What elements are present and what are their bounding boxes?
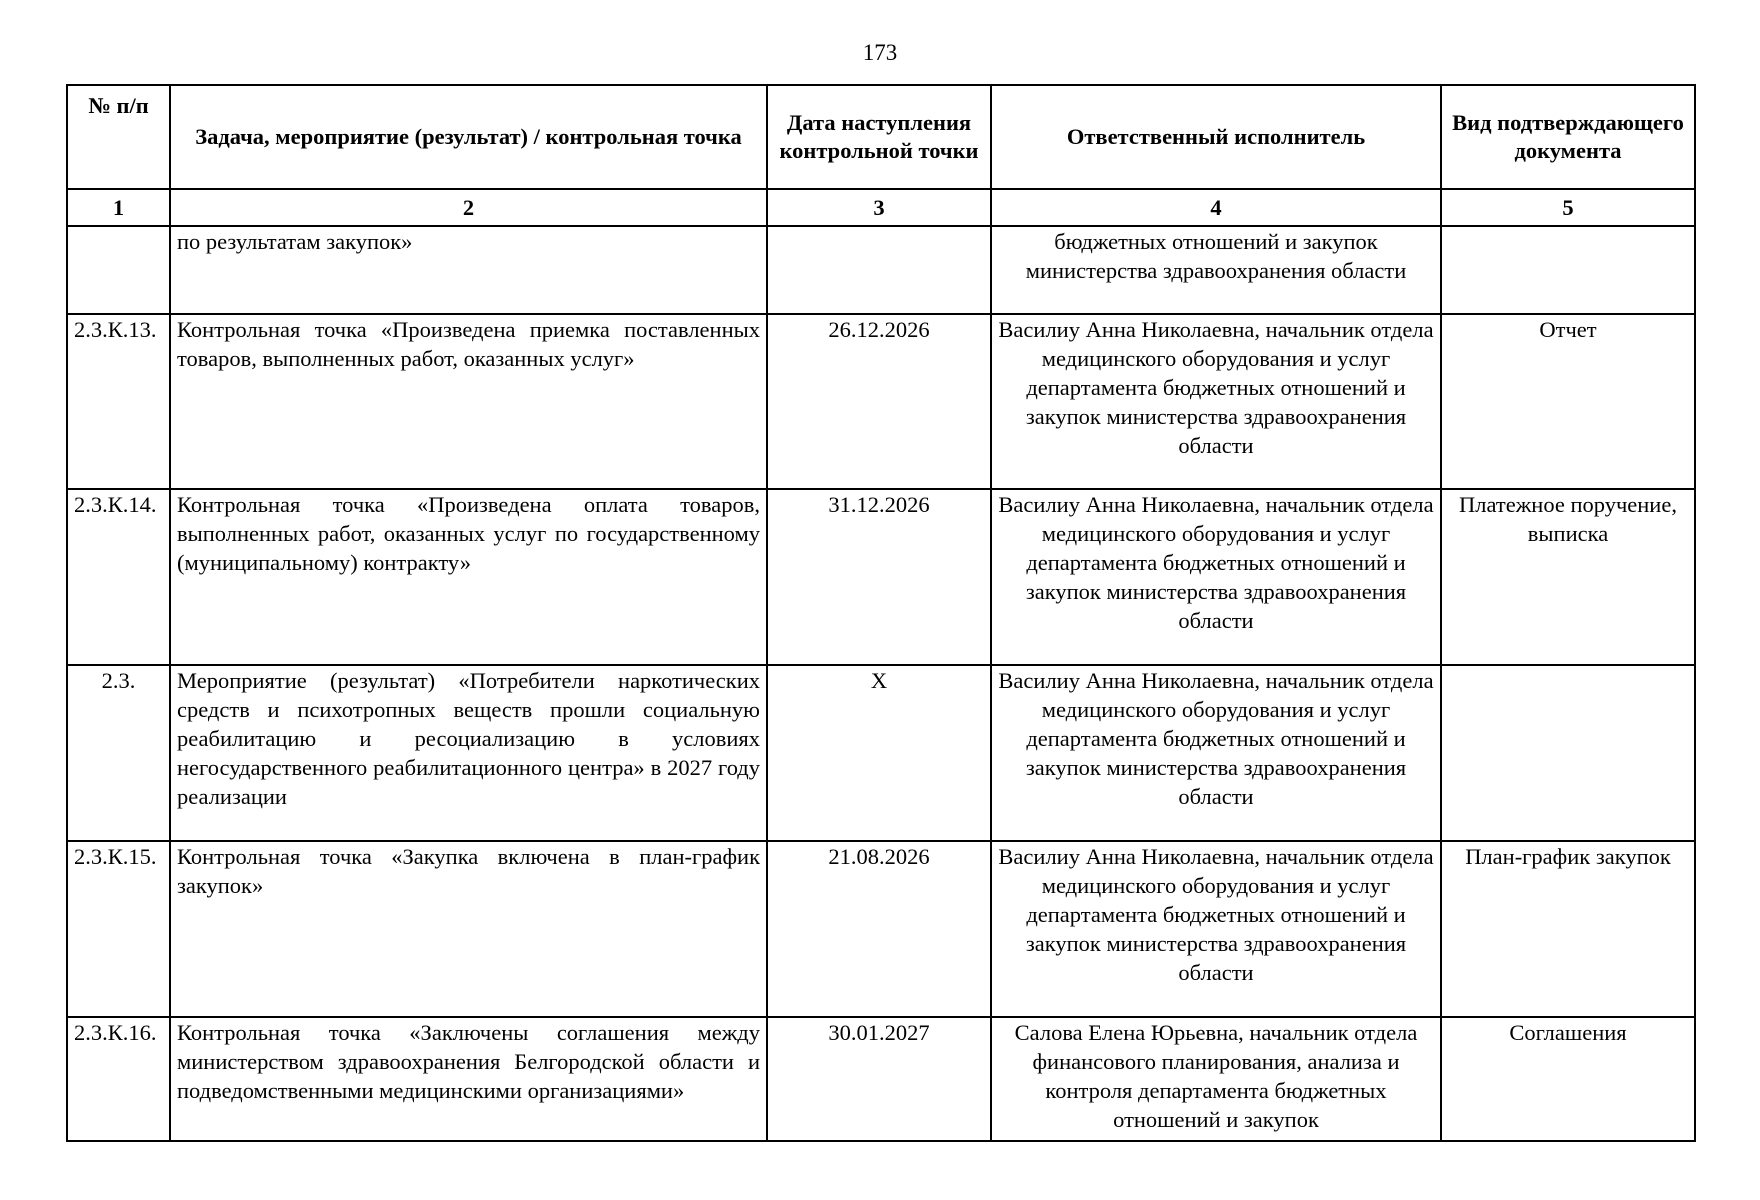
row-document: Соглашения [1441, 1017, 1695, 1141]
header-document: Вид подтверждающего документа [1441, 85, 1695, 189]
row-responsible: Василиу Анна Николаевна, начальник отдела медицинского оборудования и услуг департамента бюджетных отношений и закупок министерства здравоохранения области [991, 314, 1441, 489]
row-document: Платежное поручение, выписка [1441, 489, 1695, 665]
row-date [767, 226, 991, 314]
table-row [67, 489, 1695, 665]
header-date: Дата наступления контрольной точки [767, 85, 991, 189]
row-task: по результатам закупок» [170, 226, 767, 314]
column-number: 5 [1441, 189, 1695, 226]
row-task: Контрольная точка «Заключены соглашения между министерством здравоохранения Белгородской области и подведомственными медицинскими организациями» [170, 1017, 767, 1141]
row-number: 2.3.К.13. [67, 314, 170, 489]
row-responsible: Салова Елена Юрьевна, начальник отдела финансового планирования, анализа и контроля департамента бюджетных отношений и закупок [991, 1017, 1441, 1141]
row-date: 31.12.2026 [767, 489, 991, 665]
row-number [67, 226, 170, 314]
column-number: 3 [767, 189, 991, 226]
row-date: 30.01.2027 [767, 1017, 991, 1141]
row-number: 2.3. [67, 665, 170, 841]
table-row [67, 314, 1695, 489]
row-responsible: бюджетных отношений и закупок министерства здравоохранения области [991, 226, 1441, 314]
table-header-row [67, 85, 1695, 189]
row-document [1441, 665, 1695, 841]
table-row [67, 665, 1695, 841]
page-number: 173 [862, 40, 898, 65]
header-task: Задача, мероприятие (результат) / контрольная точка [170, 85, 767, 189]
table-row [67, 841, 1695, 1017]
column-number-row [67, 189, 1695, 226]
row-document: Отчет [1441, 314, 1695, 489]
header-number: № п/п [67, 85, 170, 189]
row-document [1441, 226, 1695, 314]
control-points-table [66, 84, 1696, 1142]
row-date: 21.08.2026 [767, 841, 991, 1017]
row-document: План-график закупок [1441, 841, 1695, 1017]
row-number: 2.3.К.15. [67, 841, 170, 1017]
row-responsible: Василиу Анна Николаевна, начальник отдела медицинского оборудования и услуг департамента бюджетных отношений и закупок министерства здравоохранения области [991, 489, 1441, 665]
table-row [67, 1017, 1695, 1141]
row-number: 2.3.К.16. [67, 1017, 170, 1141]
row-task: Контрольная точка «Закупка включена в план-график закупок» [170, 841, 767, 1017]
row-responsible: Василиу Анна Николаевна, начальник отдела медицинского оборудования и услуг департамента бюджетных отношений и закупок министерства здравоохранения области [991, 665, 1441, 841]
row-task: Мероприятие (результат) «Потребители наркотических средств и психотропных веществ прошли социальную реабилитацию и ресоциализацию в условиях негосударственного реабилитационного центра» в 2027 году реализации [170, 665, 767, 841]
row-task: Контрольная точка «Произведена оплата товаров, выполненных работ, оказанных услуг по государственному (муниципальному) контракту» [170, 489, 767, 665]
row-task: Контрольная точка «Произведена приемка поставленных товаров, выполненных работ, оказанных услуг» [170, 314, 767, 489]
row-responsible: Василиу Анна Николаевна, начальник отдела медицинского оборудования и услуг департамента бюджетных отношений и закупок министерства здравоохранения области [991, 841, 1441, 1017]
column-number: 1 [67, 189, 170, 226]
row-number: 2.3.К.14. [67, 489, 170, 665]
column-number: 4 [991, 189, 1441, 226]
row-date: X [767, 665, 991, 841]
column-number: 2 [170, 189, 767, 226]
table-row [67, 226, 1695, 314]
header-responsible: Ответственный исполнитель [991, 85, 1441, 189]
row-date: 26.12.2026 [767, 314, 991, 489]
